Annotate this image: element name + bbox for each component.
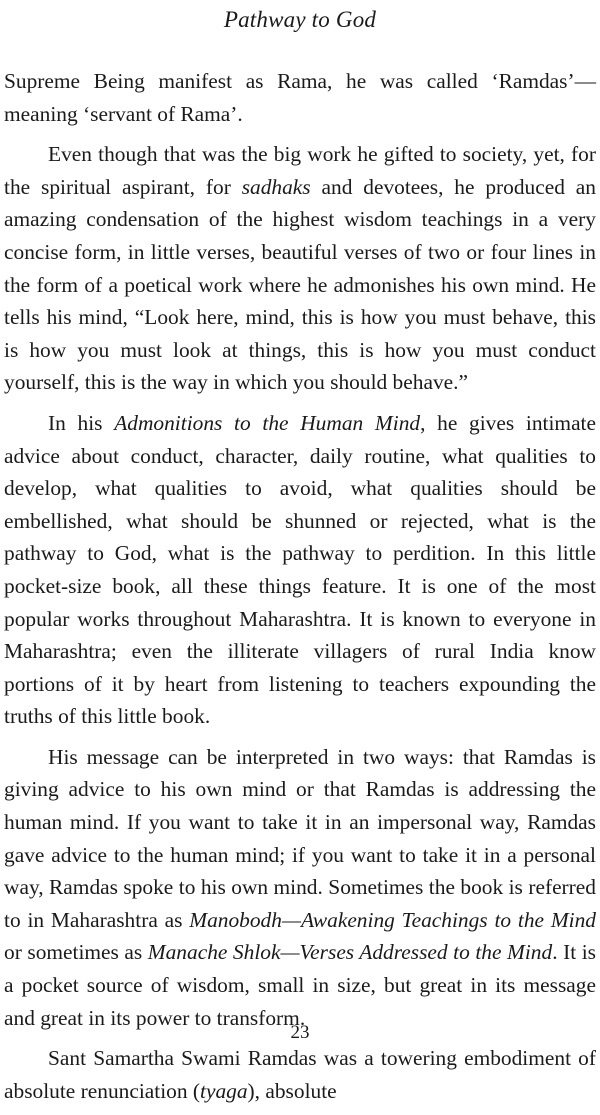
text-segment: and devotees, he produced an amazing condensation of the highest wisdom teachings in a very concise form, in little verses, beautiful verses of two or four lines in the form of a poetical work where he admonishes his own mind. He tells his mind, “Look here, mind, this is how you must behave, this is how you must look at things, this is how you must conduct yourself, this is the way in which you should behave.” [4,174,596,395]
running-head-title: Pathway to God [223,7,377,32]
paragraph [4,407,596,733]
text-segment: or sometimes as [4,940,148,965]
book-title: Manache Shlok—Verses Addressed to the Mind [147,940,553,965]
paragraph [4,138,596,399]
paragraph [4,1042,596,1107]
text-segment: ), absolute [247,1078,337,1103]
page-number: 23 [290,1022,310,1043]
text-segment: Supreme Being manifest as Rama, he was called ‘Ramdas’—meaning ‘servant of Rama’. [4,69,596,126]
text-segment: , he gives intimate advice about conduct, character, daily routine, what qualities to develop, what qualities to avoid, what qualities should be embellished, what should be shunned or rejected, what is the pathway to God, what is the pathway to perdition. In this little pocket-size book, all these things feature. It is one of the most popular works throughout Maharashtra. It is known to everyone in Maharashtra; even the illiterate villagers of rural India know portions of it by heart from listening to teachers expounding the truths of this little book. [4,410,596,729]
book-title: Manobodh—Awakening Teachings to the Mind [189,907,596,932]
text-segment: Even though that was the big work he gifted to society, yet, for the spiritual aspirant, for [4,142,596,199]
italic-term: tyaga [200,1078,248,1103]
text-segment: His message can be interpreted in two ways: that Ramdas is giving advice to his own mind or that Ramdas is addressing the human mind. If you want to take it in an impersonal way, Ramdas gave advice to the human mind; if you want to take it in a personal way, Ramdas spoke to his own mind. Sometimes the book is referred to in Maharashtra as [4,744,596,932]
book-title: Admonitions to the Human Mind [114,410,421,435]
paragraph [4,65,596,130]
text-segment: . It is a pocket source of wisdom, small in size, but great in its message and great in its power to transform. [4,940,596,1030]
text-segment: In his [48,410,115,435]
body-text [4,65,596,1115]
italic-term: sadhaks [241,174,311,199]
paragraph [4,741,596,1034]
text-segment: Sant Samartha Swami Ramdas was a towering embodiment of absolute renunciation ( [4,1046,596,1103]
